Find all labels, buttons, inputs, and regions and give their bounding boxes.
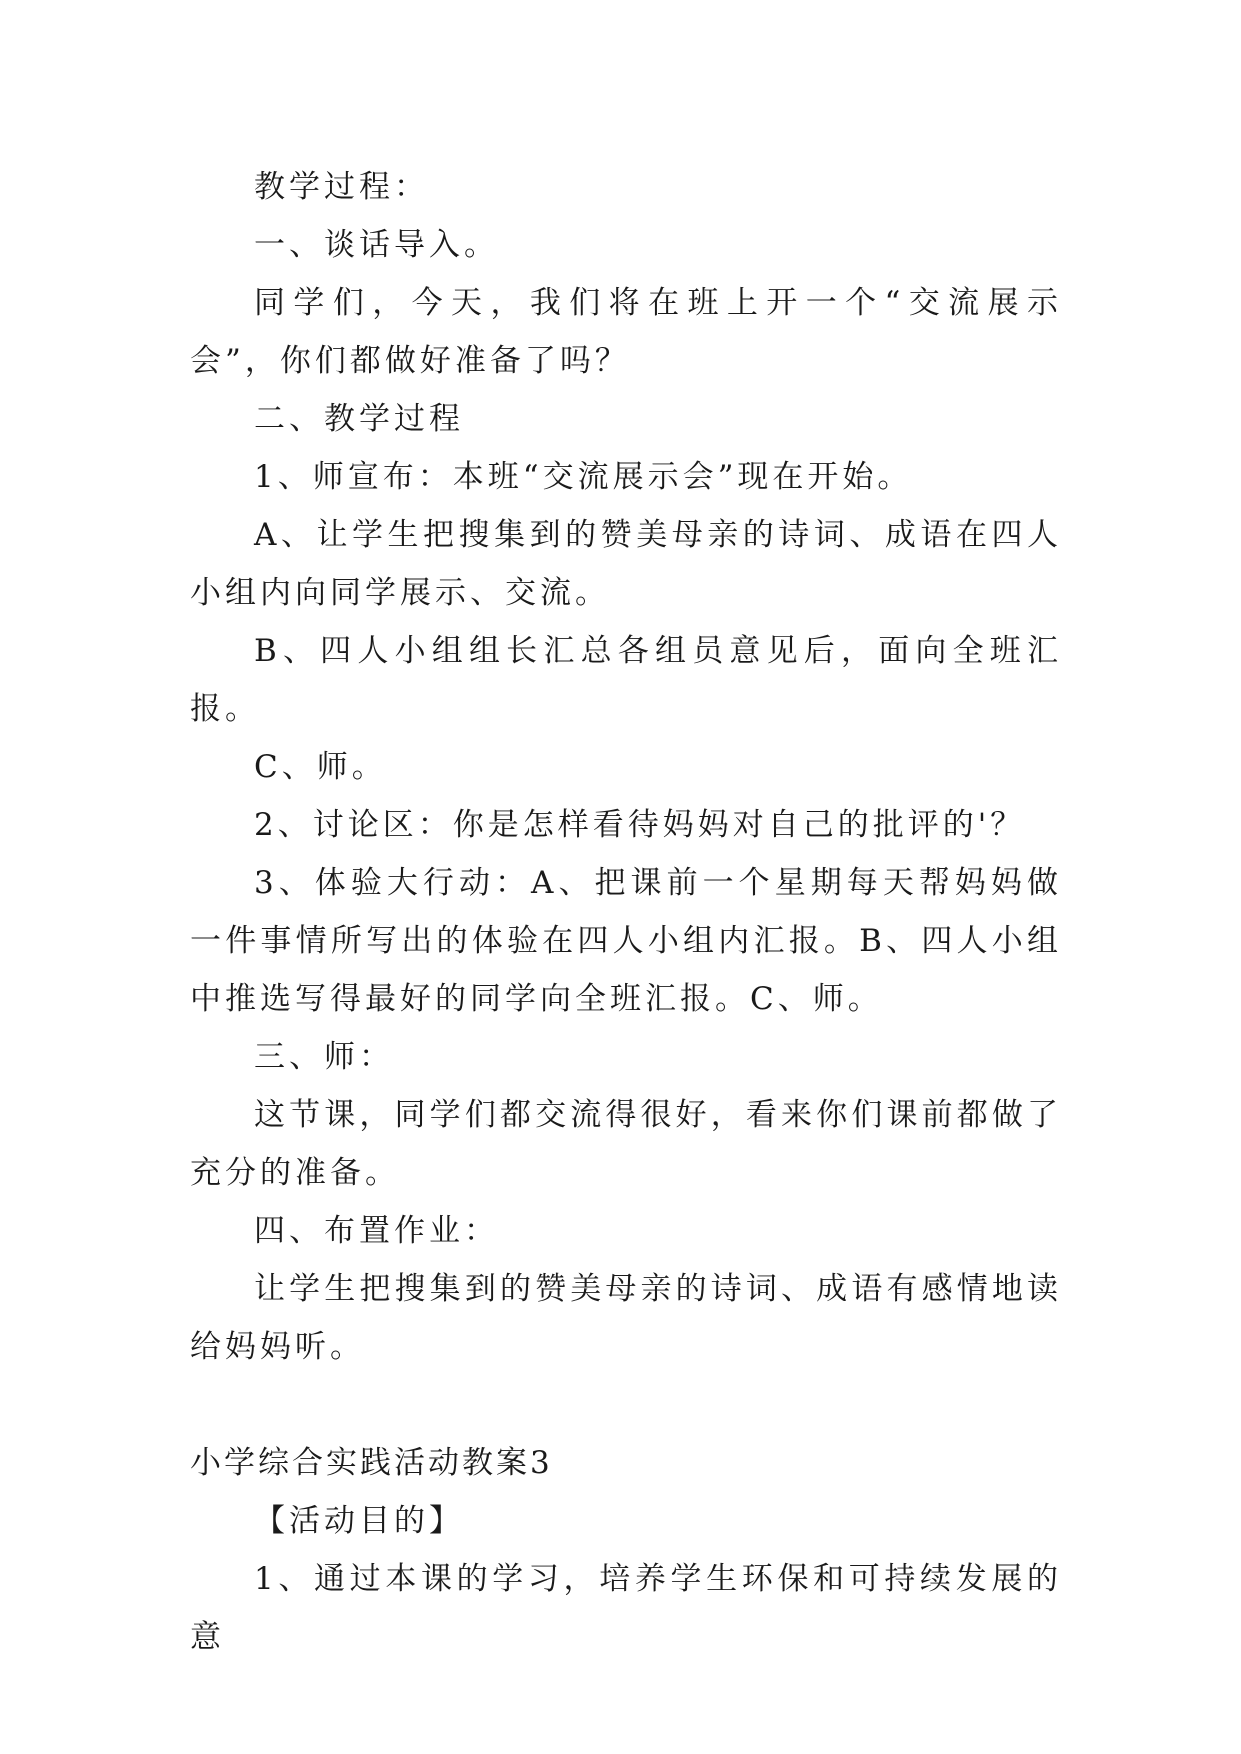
paragraph: 【活动目的】	[254, 1503, 464, 1539]
paragraph: 1、师宣布：本班“交流展示会”现在开始。	[254, 459, 913, 495]
paragraph: 四、布置作业：	[254, 1213, 499, 1249]
paragraph: 教学过程：	[254, 169, 429, 205]
document-body	[190, 158, 1062, 1666]
paragraph: 让学生把搜集到的赞美母亲的诗词、成语有感情地读给妈妈听。	[190, 1271, 1062, 1365]
paragraph: 2、讨论区：你是怎样看待妈妈对自己的批评的'？	[254, 807, 1026, 843]
section-title: 小学综合实践活动教案3	[190, 1445, 553, 1481]
paragraph: 3、体验大行动：A、把课前一个星期每天帮妈妈做一件事情所写出的体验在四人小组内汇报。B、四人小组中推选写得最好的同学向全班汇报。C、师。	[190, 865, 1062, 1017]
paragraph: 1、通过本课的学习，培养学生环保和可持续发展的意	[190, 1561, 1062, 1655]
paragraph: B、四人小组组长汇总各组员意见后，面向全班汇报。	[190, 633, 1062, 727]
paragraph: 二、教学过程	[254, 401, 464, 437]
paragraph: C、师。	[254, 749, 387, 785]
paragraph: 一、谈话导入。	[254, 227, 499, 263]
paragraph: 三、师：	[254, 1039, 394, 1075]
paragraph: 同学们，今天，我们将在班上开一个“交流展示会”，你们都做好准备了吗？	[190, 285, 1062, 379]
paragraph: 这节课，同学们都交流得很好，看来你们课前都做了充分的准备。	[190, 1097, 1062, 1191]
paragraph: A、让学生把搜集到的赞美母亲的诗词、成语在四人小组内向同学展示、交流。	[190, 517, 1062, 611]
